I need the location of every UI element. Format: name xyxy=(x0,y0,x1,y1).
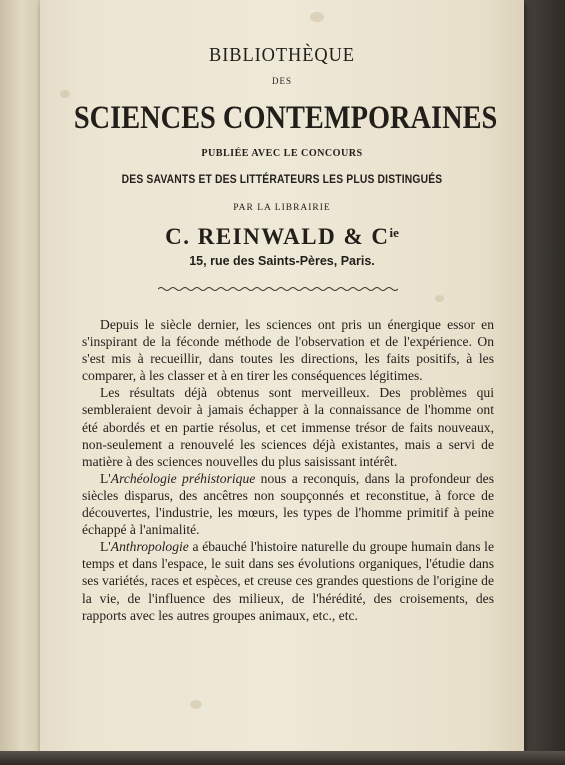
paragraph-2: Les résultats déjà obtenus sont merveilleux. Des problèmes qui sembleraient devoir à jamais échapper à la connaissance de l'homme ont été abordés et en partie résolus, et cet immense trésor de faits nouveaux, non-seulement a renouvelé les sciences déjà existantes, mais a servi de matière à des sciences nouvelles du plus saisissant intérêt. xyxy=(82,385,494,469)
publisher-address: 15, rue des Saints-Pères, Paris. xyxy=(189,254,375,268)
paragraph-4-rest: a ébauché l'histoire naturelle du groupe humain dans le temps et dans l'espace, le suit dans ses évolutions organiques, l'étudie dans ses variétés, races et espèces, et creuse ces grandes questions de l'origine de la vie, de l'influence des milieux, de l'hérédité, des croisements, des rapports avec les autres groupes animaux, etc., etc. xyxy=(82,539,494,623)
term-anthropologie: Anthropologie xyxy=(110,539,189,555)
series-title-main: SCIENCES CONTEMPORAINES xyxy=(73,100,498,136)
term-archeologie: Archéologie préhistorique xyxy=(110,470,256,486)
foxing-spot xyxy=(310,12,324,22)
foxing-spot xyxy=(435,295,444,302)
paragraph-3-prefix: L' xyxy=(100,470,111,486)
foxing-spot xyxy=(190,700,202,709)
subtitle-savants: DES SAVANTS ET DES LITTÉRATEURS LES PLUS DISTINGUÉS xyxy=(121,172,443,186)
subtitle-concours: PUBLIÉE AVEC LE CONCOURS xyxy=(201,147,363,159)
paragraph-3 xyxy=(82,470,494,538)
paragraph-4 xyxy=(82,538,494,623)
subtitle-librairie: PAR LA LIBRAIRIE xyxy=(233,203,331,213)
publisher-name-sup: ie xyxy=(389,225,399,240)
series-title-bibliotheque: BIBLIOTHÈQUE xyxy=(209,44,355,66)
paragraph-1: Depuis le siècle dernier, les sciences ont pris un énergique essor en s'inspirant de la féconde méthode de l'observation et de l'expérience. On s'est mis à recueillir, dans toutes les directions, les faits positifs, à les comparer, à les classer et à en tirer les conséquences légitimes. xyxy=(82,317,494,384)
body-text xyxy=(82,316,494,624)
series-title-des: DES xyxy=(271,76,292,86)
table-surface xyxy=(0,751,565,765)
foxing-spot xyxy=(60,90,70,98)
paragraph-3-rest: nous a reconquis, dans la profondeur des siècles disparus, des ancêtres non soupçonnés et reconstitue, à force de découvertes, l'industrie, les mœurs, les types de l'homme primitif à peine échappé à l'animalité. xyxy=(82,470,494,538)
book-page xyxy=(40,0,524,752)
publisher-name-text: C. REINWALD & C xyxy=(165,224,390,249)
ornamental-rule xyxy=(158,286,398,292)
publisher-name xyxy=(40,224,524,250)
paragraph-4-prefix: L' xyxy=(100,539,111,555)
